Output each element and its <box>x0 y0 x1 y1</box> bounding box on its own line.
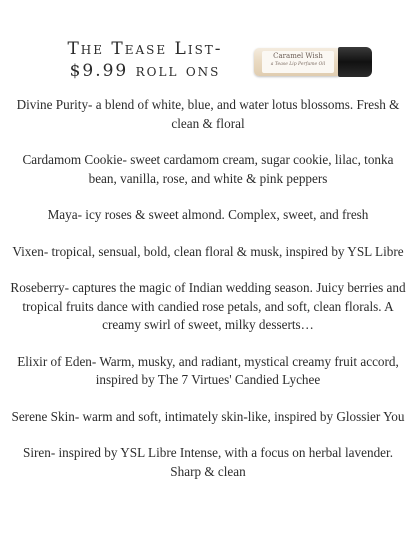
list-item: Vixen- tropical, sensual, bold, clean floral & musk, inspired by YSL Libre <box>12 243 404 259</box>
list-item: Serene Skin- warm and soft, intimately skin-like, inspired by Glossier You <box>11 408 405 424</box>
header <box>0 38 270 82</box>
bottle-label-subtitle: a Tease Lip Perfume Oil <box>270 62 326 67</box>
bottle-label-name: Caramel Wish <box>273 52 323 60</box>
list-item: Cardamom Cookie- sweet cardamom cream, sugar cookie, lilac, tonka bean, vanilla, rose, and white & pink peppers <box>22 152 394 186</box>
bottle-cap <box>338 47 372 77</box>
page-title: The Tease List- <box>67 39 223 59</box>
list-item: Elixir of Eden- Warm, musky, and radiant, mystical creamy fruit accord, inspired by The 7 Virtues' Candied Lychee <box>17 353 399 387</box>
list-item: Roseberry- captures the magic of Indian wedding season. Juicy berries and tropical fruits dance with candied rose petals, and soft, clean florals. A creamy swirl of sweet, milky desserts… <box>10 280 406 332</box>
list-item: Divine Purity- a blend of white, blue, and water lotus blossoms. Fresh & clean & floral <box>16 97 400 131</box>
bottle-body <box>254 48 340 76</box>
list-item: Siren- inspired by YSL Libre Intense, with a focus on herbal lavender. Sharp & clean <box>22 445 393 479</box>
bottle-label <box>262 51 334 73</box>
price-subtitle: $9.99 roll ons <box>69 61 221 81</box>
roll-on-bottle-image <box>254 46 374 78</box>
list-item: Maya- icy roses & sweet almond. Complex, sweet, and fresh <box>47 207 369 222</box>
scent-list <box>10 96 406 499</box>
